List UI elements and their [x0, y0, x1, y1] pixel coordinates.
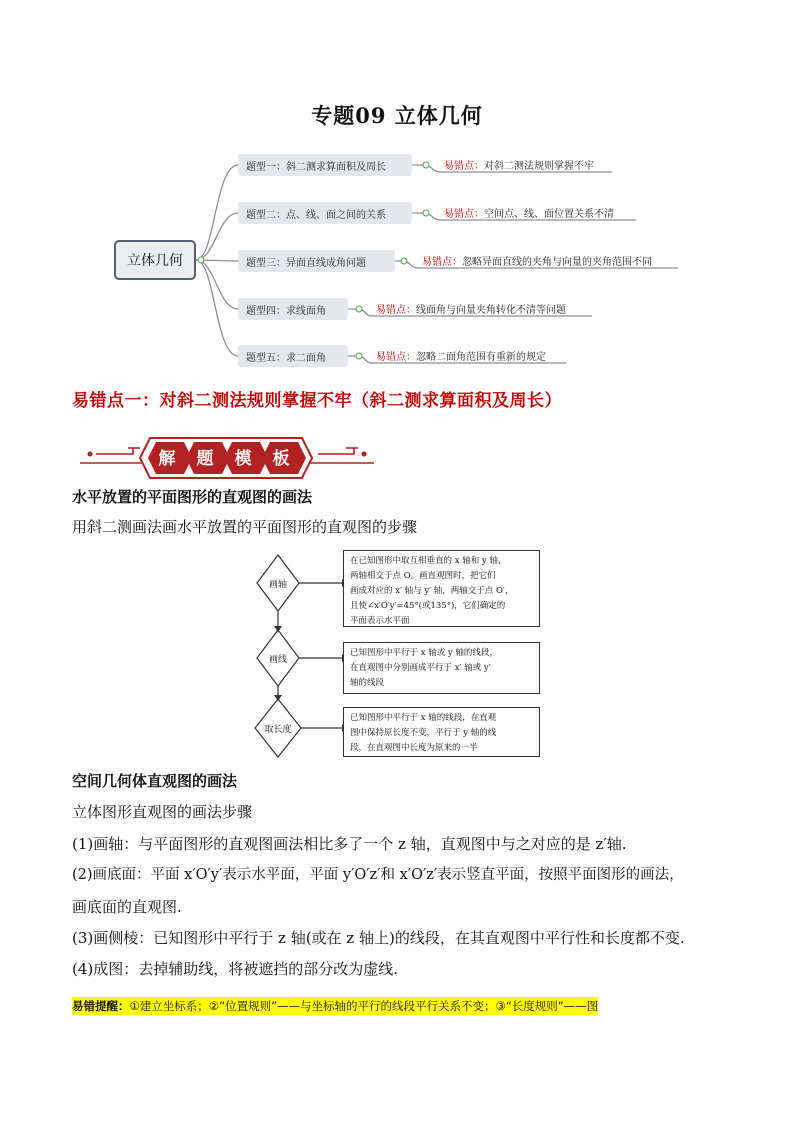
mindmap-branch-5: 题型五：求二面角 [238, 345, 348, 367]
flow-box-3: 已知图形中平行于 x 轴的线段，在直观 图中保持原长度不变，平行于 y 轴的线 段，在直观图中长度为原来的一半 [343, 707, 540, 757]
section-heading: 易错点一：对斜二测法规则掌握不牢（斜二测求算面积及周长） [72, 391, 562, 411]
flow-box-2: 已知图形中平行于 x 轴或 y 轴的线段， 在直观图中分别画成平行于 x′ 轴或 y′ 轴的线段 [343, 642, 540, 694]
mindmap-root: 立体几何 [114, 240, 196, 280]
mindmap-connectors [0, 0, 794, 380]
flow-step-2: 画线 [268, 655, 287, 665]
step-4: (4)成图：去掉辅助线，将被遮挡的部分改为虚线. [72, 960, 399, 978]
banner-char-4: 板 [272, 449, 290, 469]
mindmap-note-4: 易错点：线面角与向量夹角转化不清等问题 [376, 305, 566, 316]
flow-step-1: 画轴 [268, 580, 287, 590]
banner-char-1: 解 [158, 449, 176, 469]
mindmap-branch-1: 题型一：斜二测求算面积及周长 [238, 154, 412, 176]
flow-box-1: 在已知图形中取互相垂直的 x 轴和 y 轴， 两轴相交于点 O。画直观图时，把它们 画成对应的 x′ 轴与 y′ 轴，两轴交于点 O′， 且使∠x′O′y′=45°(或135°)，它们确定的 平面表示水平面 [343, 550, 540, 627]
mindmap-branch-4: 题型四：求线面角 [238, 298, 348, 320]
subsection-intro-2: 立体图形直观图的画法步骤 [72, 803, 253, 821]
banner-text [148, 444, 300, 469]
mindmap-note-5: 易错点：忽略二面角范围有重新的规定 [376, 352, 546, 363]
banner-char-2: 题 [196, 449, 214, 469]
mindmap-note-2: 易错点：空间点、线、面位置关系不清 [444, 209, 614, 220]
banner-char-3: 模 [234, 449, 252, 469]
subsection-title-2: 空间几何体直观图的画法 [72, 772, 238, 790]
flow-step-3: 取长度 [264, 725, 292, 735]
step-1: (1)画轴：与平面图形的直观图画法相比多了一个 z 轴，直观图中与之对应的是 z′轴. [72, 835, 627, 853]
mindmap-branch-3: 题型三：异面直线成角问题 [238, 250, 395, 272]
step-3: (3)画侧棱：已知图形中平行于 z 轴(或在 z 轴上)的线段，在其直观图中平行性和长度都不变. [72, 929, 685, 947]
step-2: (2)画底面：平面 x′O′y′表示水平面，平面 y′O′z′和 x′O′z′表示竖直平面，按照平面图形的画法， [72, 867, 684, 883]
step-2-cont: 画底面的直观图. [72, 898, 182, 916]
reminder-line: 易错提醒：①建立坐标系；②“位置规则”——与坐标轴的平行的线段平行关系不变；③“长度规则”——图 [72, 999, 599, 1013]
mindmap-branch-2: 题型二：点、线、面之间的关系 [238, 202, 412, 224]
page-title: 专题09 立体几何 [311, 103, 483, 128]
subsection-title-1: 水平放置的平面图形的直观图的画法 [72, 488, 313, 506]
mindmap-note-1: 易错点：对斜二测法规则掌握不牢 [444, 161, 594, 172]
subsection-intro-1: 用斜二测画法画水平放置的平面图形的直观图的步骤 [72, 518, 418, 536]
mindmap-note-3: 易错点：忽略异面直线的夹角与向量的夹角范围不同 [422, 257, 652, 268]
